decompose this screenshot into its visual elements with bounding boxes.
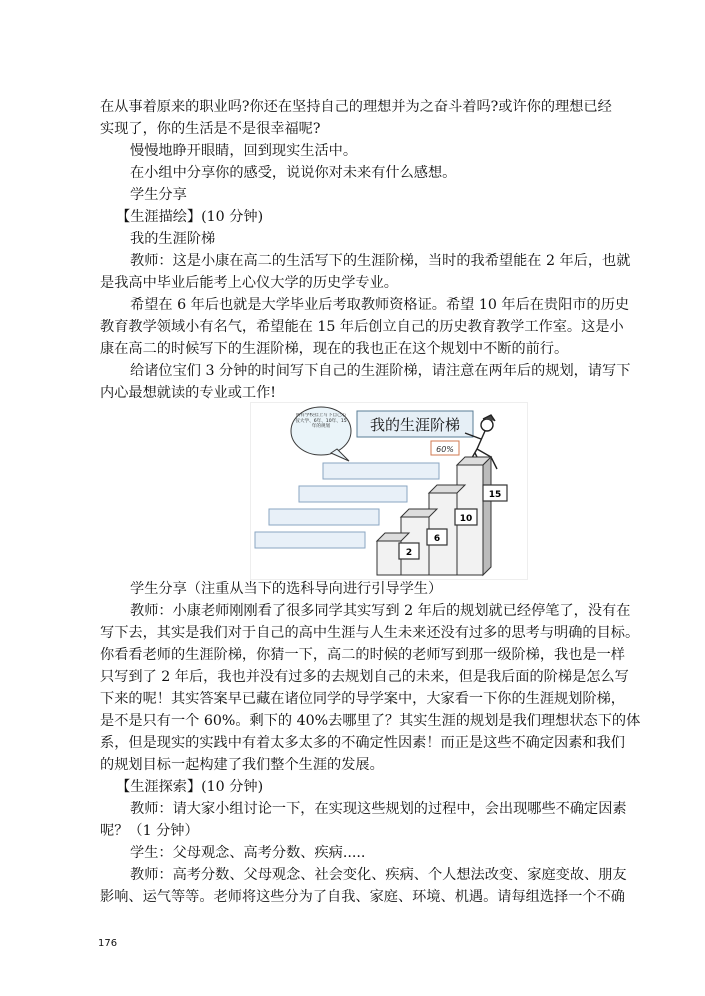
text-line: 实现了，你的生活是不是很幸福呢? (100, 121, 321, 137)
percent-label: 60% (436, 445, 454, 454)
section-heading: 【生涯探索】(10 分钟) (116, 779, 264, 795)
ladder-input-bar (299, 486, 407, 502)
figure-title: 我的生涯阶梯 (369, 416, 461, 434)
step-number-6: 6 (433, 534, 441, 544)
text-line: 影响、运气等等。老师将这些分为了自我、家庭、环境、机遇。请每组选择一个不确 (100, 889, 625, 905)
career-ladder-figure (250, 402, 528, 580)
text-line: 教师：高考分数、父母观念、社会变化、疾病、个人想法改变、家庭变故、朋友 (130, 867, 627, 883)
text-line: 在从事着原来的职业吗?你还在坚持自己的理想并为之奋斗着吗?或许你的理想已经 (100, 99, 612, 115)
step-number-15: 15 (488, 490, 502, 500)
text-line: 的规划目标一起构建了我们整个生涯的发展。 (100, 757, 384, 773)
text-line: 在小组中分享你的感受，说说你对未来有什么感想。 (130, 165, 457, 181)
text-line: 写下去，其实是我们对于自己的高中生涯与人生未来还没有过多的思考与明确的目标。 (100, 625, 640, 641)
text-line: 内心最想就读的专业或工作! (100, 385, 276, 401)
text-line: 教师：小康老师刚刚看了很多同学其实写到 2 年后的规划就已经停笔了，没有在 (130, 603, 631, 619)
text-line: 只写到了 2 年后，我也并没有过多的去规划自己的未来，但是我后面的阶梯是怎么写 (100, 669, 629, 685)
figure-head (481, 419, 493, 431)
ladder-input-bar (323, 463, 439, 479)
text-line: 慢慢地睁开眼睛，回到现实生活中。 (130, 143, 358, 159)
text-line: 学生分享（注重从当下的选科导向进行引导学生） (130, 581, 443, 597)
text-line: 教师：这是小康在高二的生活写下的生涯阶梯，当时的我希望能在 2 年后，也就 (130, 253, 631, 269)
text-line: 是不是只有一个 60%。剩下的 40%去哪里了？其实生涯的规划是我们理想状态下的体 (100, 713, 641, 729)
text-line: 教育教学领域小有名气，希望能在 15 年后创立自己的历史教育教学工作室。这是小 (100, 319, 624, 335)
text-line: 给诸位宝们 3 分钟的时间写下自己的生涯阶梯，请注意在两年后的规划，请写下 (130, 363, 631, 379)
subheading: 我的生涯阶梯 (130, 231, 216, 247)
text-line: 教师：请大家小组讨论一下，在实现这些规划的过程中，会出现哪些不确定因素 (130, 801, 627, 817)
text-line: 呢？（1 分钟） (100, 823, 199, 839)
text-line: 下来的呢！其实答案早已藏在诸位同学的导学案中，大家看一下你的生涯规划阶梯， (100, 691, 625, 707)
text-line: 康在高二的时候写下的生涯阶梯，现在的我也正在这个规划中不断的前行。 (100, 341, 569, 357)
text-line: 是我高中毕业后能考上心仪大学的历史学专业。 (100, 275, 398, 291)
text-line: 学生：父母观念、高考分数、疾病..... (130, 845, 366, 861)
step-number-10: 10 (459, 514, 473, 524)
bubble-text: 所有学校挂上写下自己心仪大学、6年、10年、15年的规划 (295, 413, 347, 430)
step-number-2: 2 (405, 548, 413, 558)
ladder-input-bar (255, 532, 365, 548)
career-ladder-illustration (251, 403, 527, 579)
text-line: 学生分享 (130, 187, 187, 203)
section-heading: 【生涯描绘】(10 分钟) (116, 209, 264, 225)
text-line: 系，但是现实的实践中有着太多太多的不确定性因素！而正是这些不确定因素和我们 (100, 735, 625, 751)
page-number: 176 (98, 938, 118, 949)
text-line: 希望在 6 年后也就是大学毕业后考取教师资格证。希望 10 年后在贵阳市的历史 (130, 297, 630, 313)
text-line: 你看看老师的生涯阶梯，你猜一下，高二的时候的老师写到那一级阶梯，我也是一样 (100, 647, 625, 663)
ladder-input-bar (269, 509, 379, 525)
